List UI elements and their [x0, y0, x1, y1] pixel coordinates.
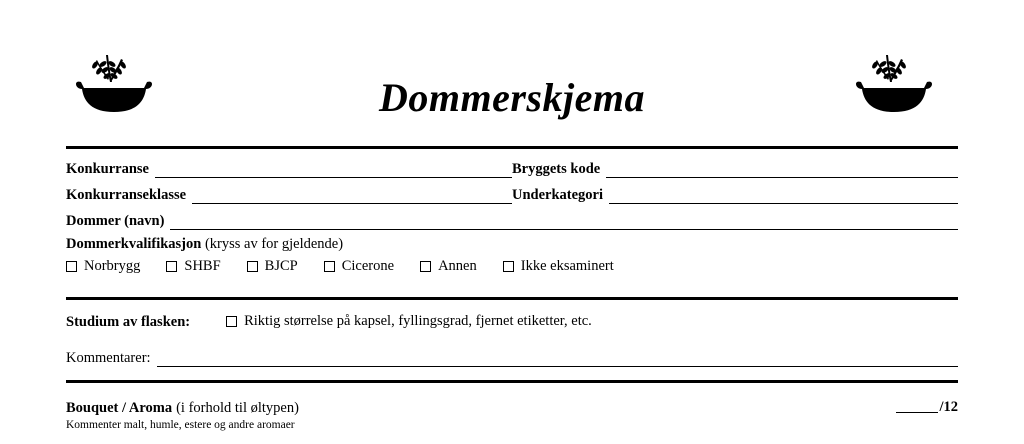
checkbox-label: BJCP — [264, 258, 298, 274]
qualification-note: (kryss av for gjeldende) — [204, 236, 344, 252]
input-underkategori[interactable] — [609, 186, 958, 204]
checkbox-item-bjcp[interactable] — [247, 257, 298, 275]
bouquet-divider — [66, 380, 958, 383]
input-kommentarer[interactable] — [157, 349, 958, 367]
bouquet-score[interactable] — [896, 399, 958, 416]
bouquet-heading — [66, 399, 299, 432]
input-bouquet-score[interactable] — [896, 412, 938, 413]
qualification-divider — [66, 297, 958, 300]
input-konkurranseklasse[interactable] — [192, 186, 512, 204]
checkbox-label: Cicerone — [341, 258, 395, 274]
form-body — [66, 152, 958, 275]
checkbox-label: Ikke eksaminert — [520, 258, 614, 274]
row-dommer-navn — [66, 204, 958, 230]
qualification-label: Dommerkvalifikasjon — [66, 236, 202, 252]
checkbox-label: Norbrygg — [84, 258, 141, 274]
row-konkurranse — [66, 152, 958, 178]
bouquet-score-max: /12 — [939, 399, 958, 415]
label-konkurranse: Konkurranse — [66, 161, 149, 177]
checkbox-label: SHBF — [184, 258, 221, 274]
checkbox-icon[interactable] — [66, 261, 77, 272]
checkbox-label: Riktig størrelse på kapsel, fyllingsgrad, fjernet etiketter, etc. — [244, 313, 592, 329]
checkbox-icon[interactable] — [166, 261, 177, 272]
checkbox-icon[interactable] — [503, 261, 514, 272]
input-dommer-navn[interactable] — [170, 212, 958, 230]
form-header — [0, 0, 1024, 142]
bottle-study-section — [66, 312, 958, 367]
checkbox-icon[interactable] — [420, 261, 431, 272]
brewery-logo-right-icon — [846, 52, 956, 118]
checkbox-item-norbrygg[interactable] — [66, 257, 140, 275]
checkbox-label: Annen — [438, 258, 477, 274]
header-divider — [66, 146, 958, 149]
label-underkategori: Underkategori — [512, 187, 604, 203]
input-konkurranse[interactable] — [155, 160, 512, 178]
label-bryggets-kode: Bryggets kode — [512, 161, 601, 177]
checkbox-item-ikke-eksaminert[interactable] — [503, 257, 614, 275]
label-studium-av-flasken: Studium av flasken: — [66, 313, 191, 330]
checkbox-item-shbf[interactable] — [166, 257, 220, 275]
checkbox-item-cicerone[interactable] — [324, 257, 394, 275]
checkbox-icon[interactable] — [226, 316, 237, 327]
bouquet-subtitle: Kommenter malt, humle, estere og andre aromaer — [66, 419, 295, 431]
input-bryggets-kode[interactable] — [606, 160, 958, 178]
checkbox-item-annen[interactable] — [420, 257, 477, 275]
bouquet-title: Bouquet / Aroma — [66, 400, 173, 416]
row-kommentarer — [66, 343, 958, 367]
qualification-heading — [66, 235, 958, 254]
checkbox-icon[interactable] — [247, 261, 258, 272]
label-konkurranseklasse: Konkurranseklasse — [66, 187, 187, 203]
bouquet-section — [66, 389, 958, 432]
checkbox-item-bottle-study[interactable] — [226, 312, 592, 331]
row-konkurranseklasse — [66, 178, 958, 204]
label-dommer-navn: Dommer (navn) — [66, 213, 165, 229]
label-kommentarer: Kommentarer: — [66, 350, 151, 366]
bouquet-qualifier: (i forhold til øltypen) — [176, 400, 299, 416]
qualification-options — [66, 257, 958, 275]
checkbox-icon[interactable] — [324, 261, 335, 272]
page-title: Dommerskjema — [379, 75, 645, 120]
row-studium-av-flasken — [66, 312, 958, 331]
